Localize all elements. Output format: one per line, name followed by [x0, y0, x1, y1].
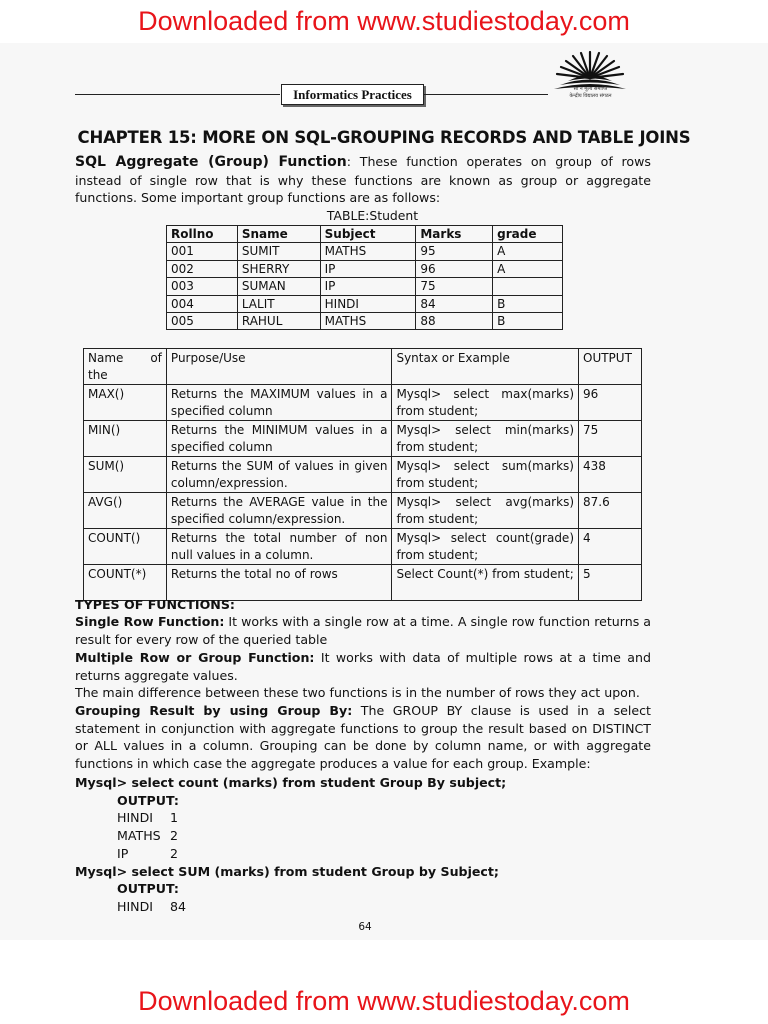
function-name: SUM()	[84, 457, 167, 493]
cell-marks: 75	[416, 278, 493, 295]
functions-row	[84, 529, 642, 565]
cell-subject: MATHS	[320, 243, 416, 260]
types-heading: TYPES OF FUNCTIONS:	[75, 597, 235, 612]
function-output: 96	[579, 385, 642, 421]
cell-subject: IP	[320, 278, 416, 295]
function-purpose: Returns the MINIMUM values in a specified column	[166, 421, 392, 457]
cell-sname: LALIT	[237, 295, 320, 312]
cell-subject: HINDI	[320, 295, 416, 312]
function-syntax: Mysql> select count(grade) from student;	[392, 529, 579, 565]
example1-row-name: HINDI	[117, 810, 154, 825]
table-caption: TABLE:Student	[326, 208, 419, 223]
intro-colon: :	[346, 154, 351, 169]
cell-grade: A	[493, 243, 563, 260]
cell-rollno: 001	[167, 243, 238, 260]
header-name: Name of the	[84, 349, 167, 385]
cell-grade: A	[493, 260, 563, 277]
function-purpose: Returns the MAXIMUM values in a specified column	[166, 385, 392, 421]
example1-row-value: 2	[170, 828, 179, 843]
example1-row-name: MATHS	[117, 828, 161, 843]
function-purpose: Returns the total number of non null values in a column.	[166, 529, 392, 565]
cell-grade	[493, 278, 563, 295]
single-row-paragraph	[75, 613, 651, 648]
cell-grade: B	[493, 312, 563, 329]
function-output: 4	[579, 529, 642, 565]
function-output: 87.6	[579, 493, 642, 529]
cell-subject: MATHS	[320, 312, 416, 329]
intro-term: SQL Aggregate (Group) Function	[75, 154, 347, 170]
function-output: 75	[579, 421, 642, 457]
example2-row-name: HINDI	[117, 899, 154, 914]
function-purpose: Returns the SUM of values in given column/expression.	[166, 457, 392, 493]
example2-query: Mysql> select SUM (marks) from student Group by Subject;	[75, 864, 499, 879]
header-purpose: Purpose/Use	[166, 349, 392, 385]
grouping-paragraph	[75, 702, 651, 772]
table-header-row	[167, 226, 563, 243]
table-row	[167, 312, 563, 329]
function-syntax: Select Count(*) from student;	[392, 565, 579, 601]
function-syntax: Mysql> select max(marks) from student;	[392, 385, 579, 421]
cell-sname: SHERRY	[237, 260, 320, 277]
cell-rollno: 002	[167, 260, 238, 277]
cell-marks: 95	[416, 243, 493, 260]
student-table	[166, 225, 563, 330]
functions-row	[84, 457, 642, 493]
header-rollno: Rollno	[167, 226, 238, 243]
function-purpose: Returns the AVERAGE value in the specified column/expression.	[166, 493, 392, 529]
header-rule-right	[424, 94, 548, 95]
cell-subject: IP	[320, 260, 416, 277]
multiple-row-paragraph	[75, 649, 651, 684]
functions-row	[84, 385, 642, 421]
function-output: 5	[579, 565, 642, 601]
functions-row	[84, 421, 642, 457]
cell-rollno: 003	[167, 278, 238, 295]
difference-paragraph: The main difference between these two functions is in the number of rows they act upon.	[75, 685, 640, 700]
function-syntax: Mysql> select avg(marks) from student;	[392, 493, 579, 529]
example1-query: Mysql> select count (marks) from student Group By subject;	[75, 775, 507, 790]
page-number: 64	[358, 921, 372, 933]
cell-sname: SUMAN	[237, 278, 320, 295]
cell-sname: SUMIT	[237, 243, 320, 260]
function-output: 438	[579, 457, 642, 493]
header-subject: Subject	[320, 226, 416, 243]
function-purpose: Returns the total no of rows	[166, 565, 392, 601]
function-syntax: Mysql> select sum(marks) from student;	[392, 457, 579, 493]
header-title: Informatics Practices	[281, 84, 424, 105]
header-output: OUTPUT	[579, 349, 642, 385]
header-rule-left	[75, 94, 280, 95]
kvs-logo-icon	[550, 48, 630, 110]
function-name: COUNT(*)	[84, 565, 167, 601]
functions-header-row	[84, 349, 642, 385]
cell-rollno: 004	[167, 295, 238, 312]
function-name: MAX()	[84, 385, 167, 421]
header-sname: Sname	[237, 226, 320, 243]
single-row-term: Single Row Function:	[75, 614, 225, 629]
table-row	[167, 243, 563, 260]
example2-output-label: OUTPUT:	[117, 881, 179, 896]
download-banner-bottom[interactable]: Downloaded from www.studiestoday.com	[138, 986, 630, 1016]
cell-grade: B	[493, 295, 563, 312]
grouping-text: The GROUP BY clause is used in a select statement in conjunction with aggregate functions to group the result based on DISTINCT or ALL values in a column. Grouping can be done by column name, or with aggregate functions in which case the aggregate produces a value for each group. Example:	[75, 703, 651, 771]
table-row	[167, 295, 563, 312]
logo-organisation: केन्द्रीय विद्यालय संगठन	[569, 93, 612, 99]
cell-rollno: 005	[167, 312, 238, 329]
function-name: AVG()	[84, 493, 167, 529]
header-syntax: Syntax or Example	[392, 349, 579, 385]
grouping-term: Grouping Result by using Group By:	[75, 703, 353, 718]
function-syntax: Mysql> select min(marks) from student;	[392, 421, 579, 457]
download-banner-top[interactable]: Downloaded from www.studiestoday.com	[138, 6, 630, 36]
cell-marks: 84	[416, 295, 493, 312]
example2-row-value: 84	[170, 899, 187, 914]
cell-sname: RAHUL	[237, 312, 320, 329]
logo-motto: सा न मूल्य समाप्ति	[573, 86, 608, 92]
function-name: COUNT()	[84, 529, 167, 565]
example1-output-label: OUTPUT:	[117, 793, 179, 808]
table-row	[167, 278, 563, 295]
chapter-title: CHAPTER 15: MORE ON SQL-GROUPING RECORDS AND TABLE JOINS	[77, 128, 691, 147]
single-row-text: It works with a single row at a time. A single row function returns a result for every row of the queried table	[75, 614, 652, 647]
cell-marks: 96	[416, 260, 493, 277]
example1-row-name: IP	[117, 846, 129, 861]
intro-text: These function operates on group of rows instead of single row that is why these functions are known as group or aggregate functions. Some important group functions are as follows:	[75, 154, 651, 205]
cell-marks: 88	[416, 312, 493, 329]
header-marks: Marks	[416, 226, 493, 243]
function-name: MIN()	[84, 421, 167, 457]
multiple-row-text: It works with data of multiple rows at a time and returns aggregate values.	[75, 650, 651, 683]
functions-table	[83, 348, 642, 601]
multiple-row-term: Multiple Row or Group Function:	[75, 650, 315, 665]
example1-row-value: 2	[170, 846, 179, 861]
header-grade: grade	[493, 226, 563, 243]
functions-row	[84, 493, 642, 529]
intro-paragraph	[75, 153, 651, 207]
table-row	[167, 260, 563, 277]
example1-row-value: 1	[170, 810, 179, 825]
